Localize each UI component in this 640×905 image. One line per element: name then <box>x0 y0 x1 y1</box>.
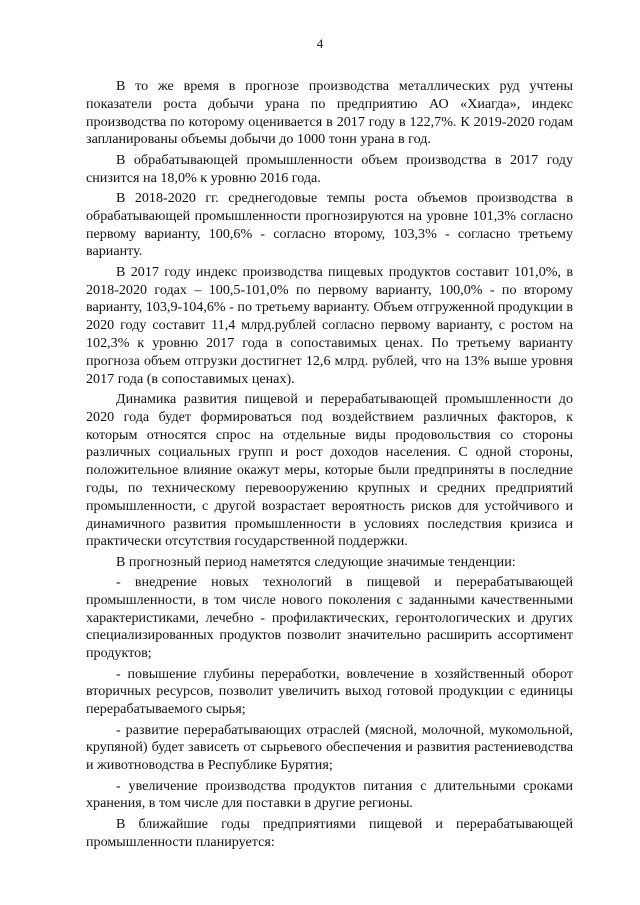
list-item-technologies: - внедрение новых технологий в пищевой и перерабатывающей промышленности, в том числе нового поколения с заданными качественными характеристиками, лечебно - профилактических, геронтологических и других специализированных продуктов позволит значительно расширить ассортимент продуктов; <box>86 574 573 662</box>
paragraph-dynamics: Динамика развития пищевой и перерабатывающей промышленности до 2020 года будет формироваться под воздействием различных факторов, к которым относятся спрос на отдельные виды продовольствия со стороны различных социальных групп и рост доходов населения. С одной стороны, положительное влияние окажут меры, которые были предприняты в последние годы, по техническому перевооружению крупных и средних предприятий промышленности, с другой возрастает вероятность рисков для устойчивого и динамичного развития промышленности в условиях последствия кризиса и практически отсутствия государственной поддержки. <box>86 390 573 550</box>
paragraph-uranium: В то же время в прогнозе производства металлических руд учтены показатели роста добычи урана по предприятию АО «Хиагда», индекс производства по которому оценивается в 2017 году в 122,7%. К 2019-2020 годам запланированы объемы добычи до 1000 тонн урана в год. <box>86 78 573 148</box>
paragraph-plans: В ближайшие годы предприятиями пищевой и перерабатывающей промышленности планируется: <box>86 815 573 850</box>
document-body <box>86 78 573 854</box>
paragraph-trends-intro: В прогнозный период наметятся следующие значимые тенденции: <box>116 553 516 570</box>
list-item-shelf-life: - увеличение производства продуктов питания с длительными сроками хранения, в том числе для поставки в другие регионы. <box>86 777 573 812</box>
paragraph-manufacturing-2017: В обрабатывающей промышленности объем производства в 2017 году снизится на 18,0% к уровню 2016 года. <box>86 151 573 186</box>
page-number: 4 <box>316 36 324 51</box>
paragraph-food-production: В 2017 году индекс производства пищевых продуктов составит 101,0%, в 2018-2020 годах – 100,5-101,0% по первому варианту, 100,0% - по второму варианту, 103,9-104,6% - по третьему варианту. Объем отгруженной продукции в 2020 году составит 11,4 млрд.рублей согласно первому варианту, с ростом на 102,3% к уровню 2017 года в сопоставимых ценах. По третьему варианту прогноза объем отгрузки достигнет 12,6 млрд. рублей, что на 13% выше уровня 2017 года (в сопоставимых ценах). <box>86 263 573 387</box>
paragraph-manufacturing-growth: В 2018-2020 гг. среднегодовые темпы роста объемов производства в обрабатывающей промышленности прогнозируются на уровне 101,3% согласно первому варианту, 100,6% - согласно второму, 103,3% - согласно третьему варианту. <box>86 189 573 260</box>
list-item-processing-industries: - развитие перерабатывающих отраслей (мясной, молочной, мукомольной, крупяной) будет зависеть от сырьевого обеспечения и развития растениеводства и животноводства в Республике Бурятия; <box>86 721 573 774</box>
list-item-processing-depth: - повышение глубины переработки, вовлечение в хозяйственный оборот вторичных ресурсов, позволит увеличить выход готовой продукции с единицы перерабатываемого сырья; <box>86 665 573 718</box>
